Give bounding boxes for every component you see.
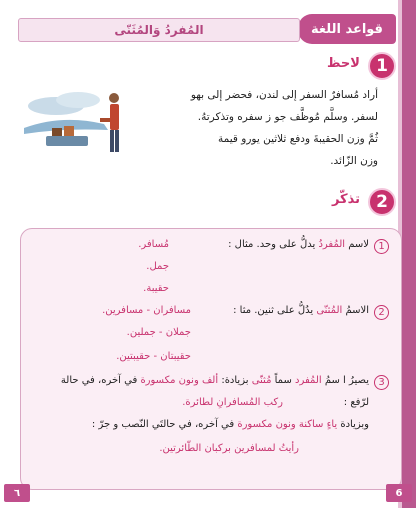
rule-text: بزيادة: bbox=[218, 375, 252, 386]
rules-box bbox=[20, 228, 402, 490]
rule-text: لاسم bbox=[345, 239, 369, 250]
observe-line: ثُمَّ وزن الحقيبةَ ودفع ثلاثين يورو قيمة bbox=[218, 133, 378, 145]
observe-paragraph bbox=[128, 84, 378, 172]
highlight-term: ألف ونون مكسورة bbox=[140, 375, 219, 386]
rule-3-text bbox=[29, 375, 369, 386]
rule-text: يدُلُّ على ثنين. مثا : bbox=[233, 305, 317, 316]
example-nasb: رأيتُ لمسافرين بركبان الطّائرتين. bbox=[159, 443, 299, 454]
section-tag: قواعد اللغة bbox=[298, 14, 396, 44]
section-number-1: 1 bbox=[368, 52, 396, 80]
rule-text: في آخره، في حالتَي النّصب و جرّ : bbox=[91, 419, 238, 430]
rule-text: في آخره، في حالة bbox=[60, 375, 141, 386]
observe-line: وزن الزّائد. bbox=[330, 155, 378, 167]
page-number-right: 6 bbox=[386, 484, 412, 502]
example-dual: جملان - جملين. bbox=[126, 327, 191, 338]
observe-line: أراد مُسافرٌ السفر إلى لندن، فحضر إلى بهو bbox=[190, 89, 378, 101]
airport-illustration bbox=[16, 76, 134, 164]
highlight-term: مُثنّى bbox=[251, 375, 272, 386]
example-dual: حقيبتان - حقيبتين. bbox=[116, 351, 191, 362]
rule-2-text bbox=[199, 305, 369, 316]
lesson-title: المُفردُ وَالمُثَنّى bbox=[18, 18, 300, 42]
rule-text: يدلُّ على وحد. مثال : bbox=[228, 239, 319, 250]
example-singular: جمل. bbox=[146, 261, 169, 272]
rule-3-nasb bbox=[29, 419, 369, 430]
section-number-2: 2 bbox=[368, 188, 396, 216]
rule-text: سماً bbox=[271, 375, 296, 386]
example-raf: ركب المُسافرانِ لطائرة. bbox=[182, 397, 283, 408]
rule-text: وبزيادة bbox=[337, 419, 369, 430]
rule-1-text bbox=[179, 239, 369, 250]
rule-number-3: 3 bbox=[374, 375, 389, 390]
rule-number-2: 2 bbox=[374, 305, 389, 320]
highlight-term: المُثنّى bbox=[316, 305, 343, 316]
example-singular: مُسافر. bbox=[138, 239, 169, 250]
highlight-term: المُفردُ bbox=[318, 239, 346, 250]
example-singular: حقيبة. bbox=[143, 283, 169, 294]
raf-label: لرّفع : bbox=[343, 397, 369, 408]
page-number-left: ٦ bbox=[4, 484, 30, 502]
observe-line: لسفر. وسلَّم مُوظَّف جو ز سفره وتذكرتهُ. bbox=[197, 111, 378, 123]
highlight-term: ياءٍ ساكنة ونون مكسورة bbox=[237, 419, 338, 430]
rule-text: يصيرُ ا سمُ bbox=[321, 375, 369, 386]
page-edge-strip bbox=[402, 0, 416, 508]
rule-number-1: 1 bbox=[374, 239, 389, 254]
remember-title: تذكّر bbox=[331, 192, 360, 207]
highlight-term: المُفرد bbox=[295, 375, 322, 386]
rule-text: الاسمُ bbox=[342, 305, 369, 316]
observe-title: لاحظ bbox=[327, 56, 360, 71]
example-dual: مسافران - مسافرين. bbox=[102, 305, 191, 316]
